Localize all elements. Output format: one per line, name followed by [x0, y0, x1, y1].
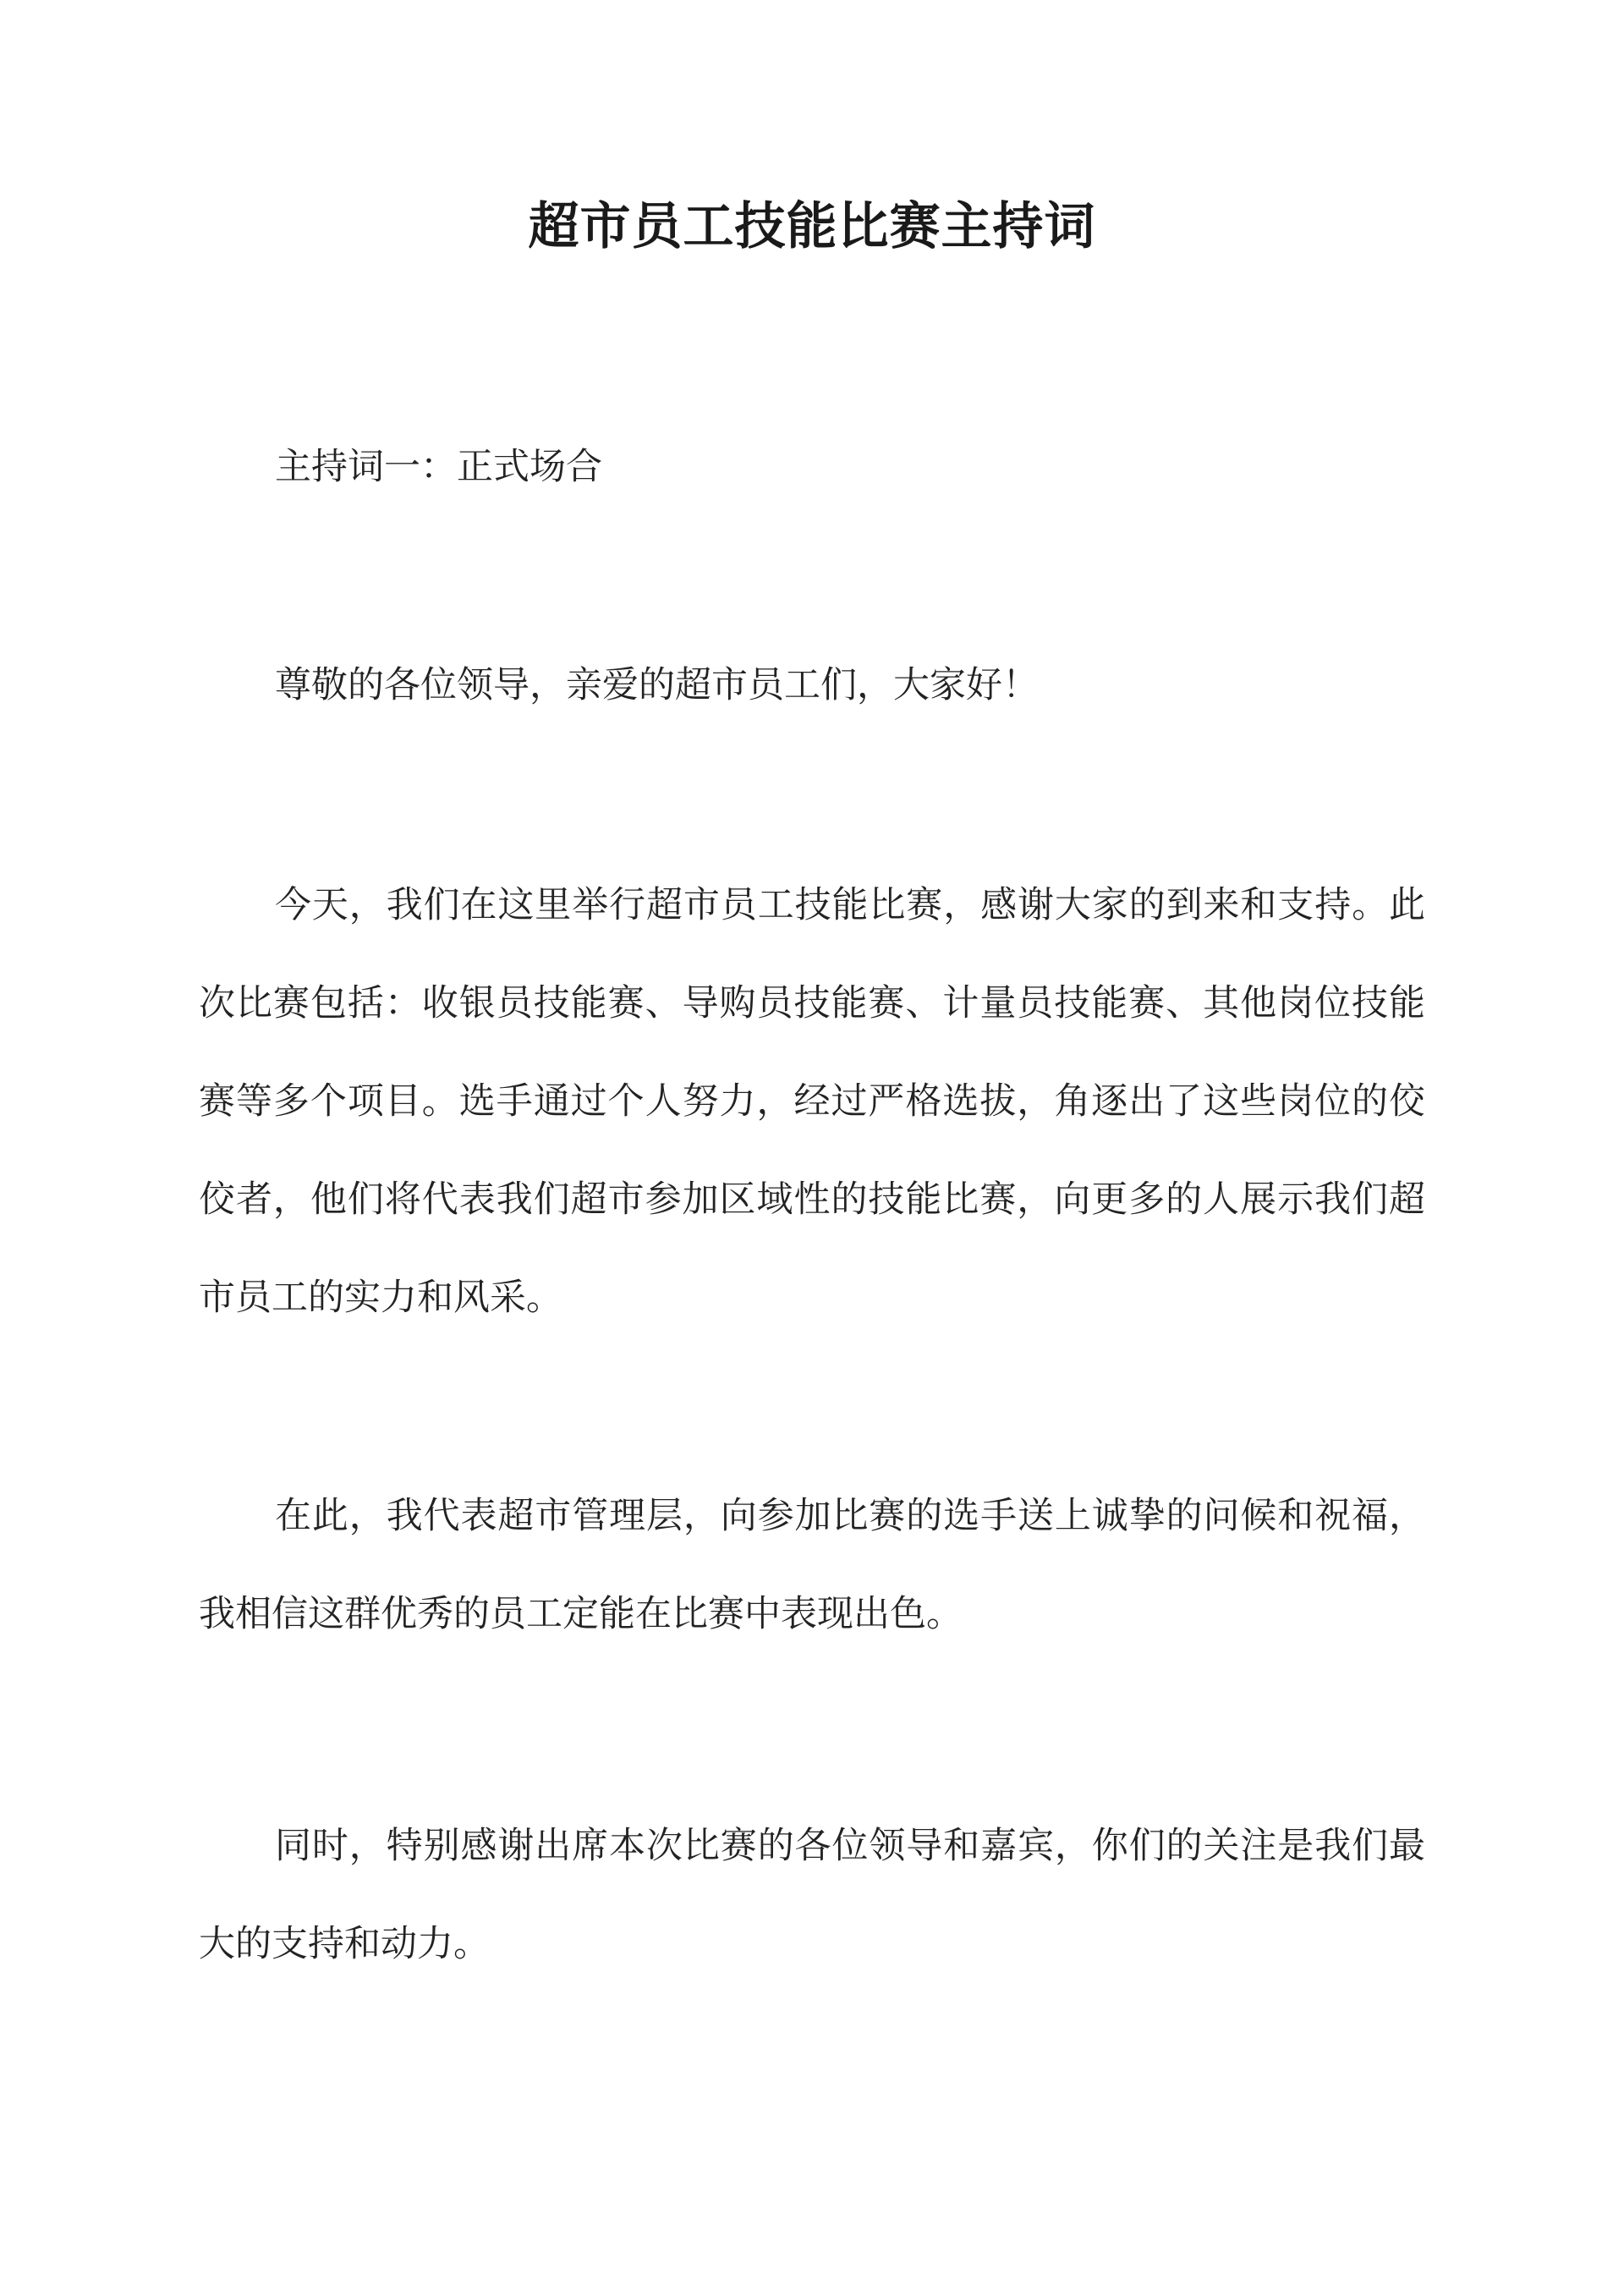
greeting-paragraph: 尊敬的各位领导，亲爱的超市员工们，大家好！: [275, 664, 1039, 706]
section-heading: 主持词一：正式场合: [275, 446, 602, 488]
thanks-paragraph: 同时，特别感谢出席本次比赛的各位领导和嘉宾，你们的关注是我们最大的支持和动力。: [199, 1825, 1425, 1965]
document-title: 超市员工技能比赛主持词: [528, 197, 1096, 256]
regards-paragraph: 在此，我代表超市管理层，向参加比赛的选手送上诚挚的问候和祝福，我相信这群优秀的员工定能在比赛中表现出色。: [199, 1495, 1425, 1635]
intro-paragraph: 今天，我们在这里举行超市员工技能比赛，感谢大家的到来和支持。此次比赛包括：收银员技能赛、导购员技能赛、计量员技能赛、其他岗位技能赛等多个项目。选手通过个人努力，经过严格选拔，角逐出了这些岗位的佼佼者，他们将代表我们超市参加区域性的技能比赛，向更多的人展示我们超市员工的实力和风采。: [199, 884, 1425, 1319]
